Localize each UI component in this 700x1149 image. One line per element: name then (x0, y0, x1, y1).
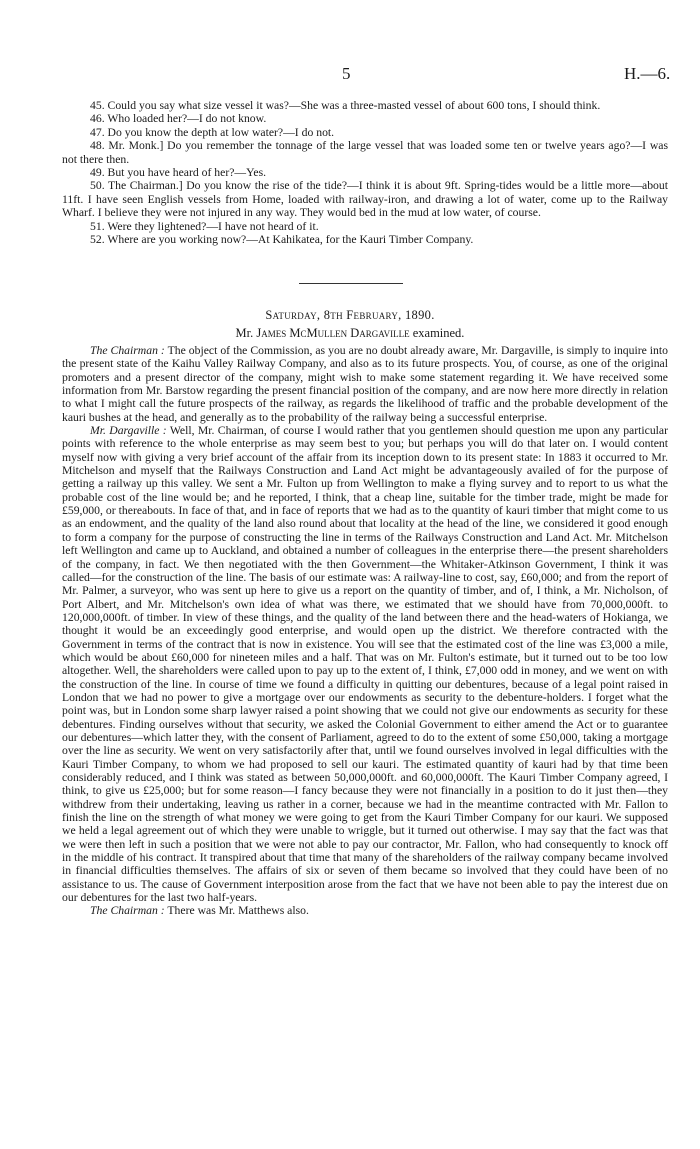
qa-line: 49. But you have heard of her?—Yes. (90, 166, 267, 180)
paragraph-text: There was Mr. Matthews also. (164, 904, 309, 918)
testimony-paragraph (62, 344, 668, 424)
qa-line: 50. The Chairman.] Do you know the rise of the tide?—I think it is about 9ft. Spring-tides would be a little more—about 11ft. I have seen English vessels from Home, loaded with railway-iron, and drawing a lot of water, come up to the Railway Wharf. I believe they were not injured in any way. They would bed in the mud at low water, of course. (62, 179, 668, 220)
document-code: H.—6. (624, 64, 671, 83)
qa-line: 48. Mr. Monk.] Do you remember the tonnage of the large vessel that was loaded some ten or twelve years ago?—I was not there then. (62, 139, 668, 166)
qa-line: 45. Could you say what size vessel it was?—She was a three-masted vessel of about 600 tons, I should think. (90, 99, 601, 112)
testimony-paragraph (62, 424, 668, 904)
witness-name: James McMullen Dargaville (256, 326, 410, 340)
qa-line: 47. Do you know the depth at low water?—I do not. (90, 125, 335, 139)
speaker-label: Mr. Dargaville : (90, 424, 167, 438)
qa-line: 52. Where are you working now?—At Kahikatea, for the Kauri Timber Company. (90, 233, 474, 247)
page-number: 5 (342, 64, 351, 83)
witness-prefix: Mr. (235, 326, 257, 340)
speaker-label: The Chairman : (90, 344, 165, 357)
witness-suffix: examined. (409, 326, 465, 340)
paragraph-text: Well, Mr. Chairman, of course I would rather that you gentlemen should question me upon any particular points with reference to the whole enterprise as may seem best to you; but perhaps you will do that later on. I would content myself now with giving a very brief account of the affair from its inception down to its present state: In 1883 it occurred to Mr. Mitchelson and myself that the Railways Construction and Land Act might be advantageously availed of for the purpose of getting a railway up this valley. We sent a Mr. Fulton up from Wellington to make a flying survey and to report to us what the probable cost of the line would be; and he reported, I think, that a cheap line, suitable for the timber trade, might be made for £59,000, or thereabouts. In face of that, and in face of reports that we had as to the quantity of kauri timber that might come to us as an endowment, and the quality of the land also round about that locality at the head of the line, we considered it good enough to form a company for the purpose of constructing the line in terms of the Railways Construction and Land Act. Mr. Mitchelson left Wellington and came up to Auckland, and obtained a number of colleagues in the enterprise there—the present shareholders of the company, in fact. We then negotiated with the then Government—the Whitaker-Atkinson Government, I think it was called—for the construction of the line. The basis of our estimate was: A railway-line to cost, say, £60,000; and from the report of Mr. Palmer, a surveyor, who was sent up here to give us a report on the quantity of timber, and of, I think, a Mr. Nicholson, of Port Albert, and Mr. Mitchelson's own idea of what was there, we estimated that we should have from 70,000,000ft. to 120,000,000ft. of timber. In view of these things, and the quality of the land between there and the head-waters of Hokianga, we thought it would be an exceedingly good enterprise, and would open up the district. We therefore contracted with the Government in terms of the contract that is now in existence. You will see that the estimated cost of the line was £3,000 a mile, which would be about £60,000 for nineteen miles and a half. That was on Mr. Fulton's estimate, but it turned out to be too low altogether. Well, the shareholders were called upon to pay up to the extent of, I think, £7,000 odd in money, and we went on with the construction of the line. In course of time we found a difficulty in quitting our debentures, because of a legal point raised in London that we had no power to give a mortgage over our endowments as security to the debenture-holders. I forget what the point was, but in London some sharp lawyer raised a point showing that we could not give our endowments as security for these debentures. Finding ourselves without that security, we asked the Colonial Government to either amend the Act or to guarantee our debentures—which latter they, with the consent of Parliament, agreed to do to the extent of some £50,000, taking a mortgage over the line as security. We went on very satisfactorily after that, until we found ourselves involved in legal difficulties with the Kauri Timber Company, to whom we had proposed to sell our kauri. The estimated quantity of kauri had by that time been considerably reduced, and I think was stated as between 50,000,000ft. and 60,000,000ft. The Kauri Timber Company agreed, I think, to give us £25,000; but for some reason—I fancy because they were not financially in a position to do it just then—they withdrew from their undertaking, leaving us rather in a corner, because we had in the meantime contracted with Mr. Fallon to finish the line on the strength of what money we were going to get from the Kauri Timber Company for our kauri. We supposed we held a legal agreement out of which they were unable to wriggle, but it turned out otherwise. I may say that the fact was that we were then left in such a position that we were not able to pay our contractor, Mr. Fallon, who had consequently to knock off in the middle of his contract. It transpired about that time that many of the shareholders of the railway company became involved in financial difficulties themselves. The affairs of six or seven of them became so involved that they could have been of no assistance to us. The cause of Government interposition arose from the fact that we have not been able to pay the interest due on our debentures for the last two half-years. (62, 424, 668, 905)
witness-heading (0, 326, 700, 341)
session-date: Saturday, 8th February, 1890. (265, 308, 435, 322)
testimony-body (62, 344, 668, 918)
section-divider (299, 283, 403, 284)
question-answer-list (62, 99, 668, 246)
testimony-paragraph (62, 904, 668, 917)
qa-line: 51. Were they lightened?—I have not heard of it. (90, 219, 319, 233)
paragraph-text: The object of the Commission, as you are no doubt already aware, Mr. Dargaville, is simply to inquire into the present state of the Kaihu Valley Railway Company, and also as to its future prospects. You, of course, as one of the original promoters and a present director of the company, might wish to make some statement regarding it. We have received some information from Mr. Barstow regarding the present financial position of the company, and are now here more directly in relation to what I might call the future prospects of the railway, as regards the likelihood of traffic and the probable development of the kauri bushes at the head, and generally as to the probability of the railway being a successful enterprise. (62, 344, 668, 424)
qa-line: 46. Who loaded her?—I do not know. (90, 112, 267, 126)
speaker-label: The Chairman : (90, 904, 165, 918)
